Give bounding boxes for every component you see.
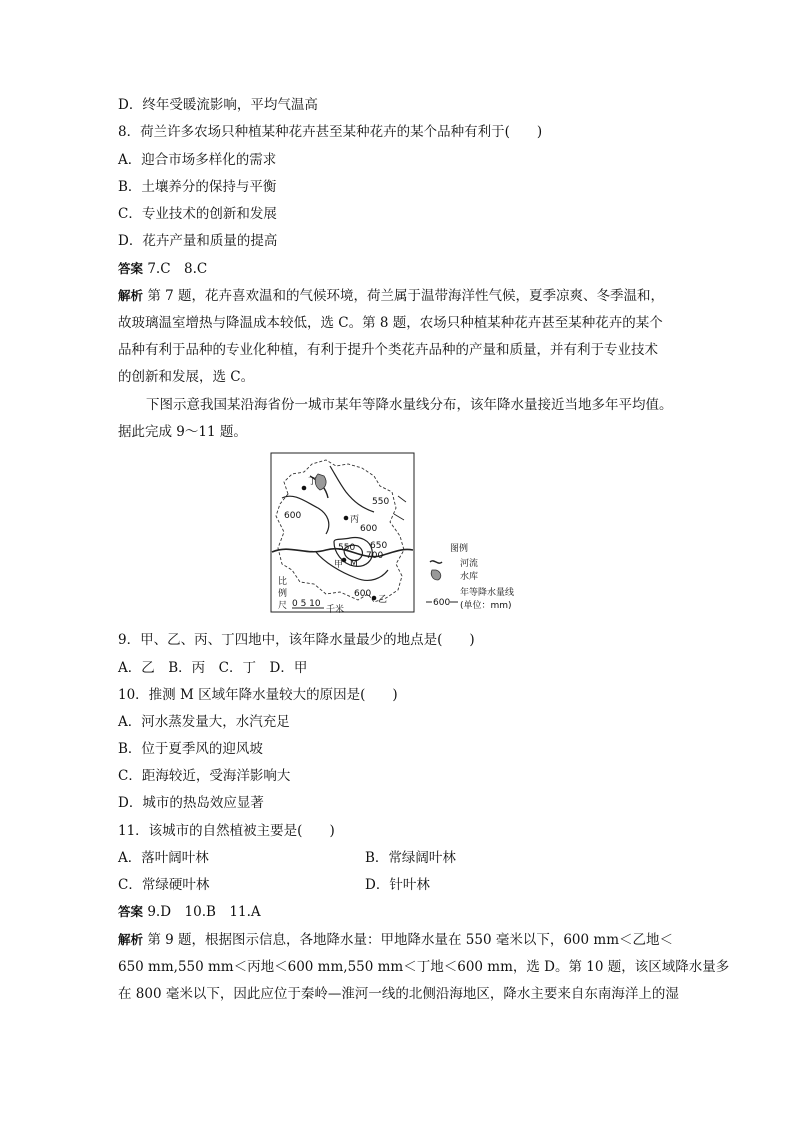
scale-unit: 千米 (326, 605, 345, 615)
option-11c: C．常绿硬叶林 (118, 877, 210, 893)
legend-unit: (单位：mm) (460, 601, 512, 611)
legend-reservoir: 水库 (460, 572, 479, 582)
map-frame (271, 453, 414, 612)
isoline-550-north (330, 466, 374, 512)
explanation-text: 第 9 题，根据图示信息，各地降水量：甲地降水量在 550 毫米以下，600 mm＜乙地＜ (147, 932, 673, 948)
rainfall-map (270, 452, 520, 620)
question-9-options: A．乙 B．丙 C．丁 D．甲 (118, 660, 308, 676)
option-11a: A．落叶阔叶林 (118, 850, 209, 866)
answer-text: 7.C 8.C (147, 261, 208, 277)
city-boundary (276, 460, 404, 602)
option-10a: A．河水蒸发量大，水汽充足 (118, 714, 290, 730)
legend-river-icon (430, 561, 442, 563)
label-jia: 甲 (334, 560, 344, 570)
label-600-center: 600 (360, 524, 378, 534)
answer-line-1 (118, 259, 207, 279)
point-yi (372, 596, 377, 601)
explanation-1-line-2: 故玻璃温室增热与降温成本较低，选 C。第 8 题，农场只种植某种花卉甚至某种花卉的某个 (118, 315, 663, 331)
explanation-2-line-3: 在 800 毫米以下，因此应位于秦岭—淮河一线的北侧沿海地区，降水主要来自东南海洋上的湿 (118, 986, 679, 1002)
legend-river: 河流 (460, 559, 479, 569)
scale-numbers: 0 5 10 (292, 599, 321, 609)
scale-label-1: 比 (278, 577, 288, 587)
legend-title: 图例 (450, 544, 469, 554)
explanation-label: 解析 (118, 932, 144, 947)
explanation-text: 第 7 题，花卉喜欢温和的气候环境，荷兰属于温带海洋性气候，夏季凉爽、冬季温和， (147, 288, 664, 304)
option-10b: B．位于夏季风的迎风坡 (118, 741, 263, 757)
scale-label-3: 尺 (278, 601, 288, 611)
point-bing (344, 516, 349, 521)
label-600-west: 600 (284, 511, 302, 521)
option-10d: D．城市的热岛效应显著 (118, 795, 264, 811)
intro-line-1: 下图示意我国某沿海省份一城市某年等降水量线分布，该年降水量接近当地多年平均值。 (146, 397, 673, 413)
explanation-1-line-1 (118, 286, 664, 306)
explanation-label: 解析 (118, 288, 144, 303)
option-8a: A．迎合市场多样化的需求 (118, 152, 277, 168)
label-650: 650 (370, 541, 388, 551)
question-8: 8．荷兰许多农场只种植某种花卉甚至某种花卉的某个品种有利于( ) (118, 124, 543, 140)
option-10c: C．距海较近，受海洋影响大 (118, 768, 291, 784)
intro-line-2: 据此完成 9～11 题。 (118, 424, 247, 440)
answer-line-2 (118, 902, 261, 922)
label-ding: 丁 (308, 477, 318, 487)
question-11: 11．该城市的自然植被主要是( ) (118, 823, 335, 839)
option-8d: D．花卉产量和质量的提高 (118, 233, 278, 249)
option-8-prev-d: D．终年受暖流影响，平均气温高 (118, 97, 318, 113)
explanation-2-line-1 (118, 930, 673, 950)
explanation-2-line-2: 650 mm,550 mm＜丙地＜600 mm,550 mm＜丁地＜600 mm，选 D。第 10 题，该区域降水量多 (118, 959, 730, 975)
label-m: M (350, 559, 358, 569)
answer-text: 9.D 10.B 11.A (147, 904, 261, 920)
answer-label: 答案 (118, 904, 144, 919)
label-550-center: 550 (338, 543, 356, 553)
option-8c: C．专业技术的创新和发展 (118, 206, 277, 222)
question-9: 9．甲、乙、丙、丁四地中，该年降水量最少的地点是( ) (118, 632, 475, 648)
legend-reservoir-icon (431, 570, 441, 580)
label-600-south: 600 (354, 589, 372, 599)
option-11d: D．针叶林 (365, 877, 430, 893)
question-10: 10．推测 M 区域年降水量较大的原因是( ) (118, 687, 398, 703)
label-yi: 乙 (378, 595, 388, 605)
label-550-north: 550 (372, 497, 390, 507)
scale-label-2: 例 (278, 589, 288, 599)
label-700: 700 (366, 551, 384, 561)
legend-isoline-label: 年等降水量线 (460, 588, 515, 598)
point-ding (302, 486, 307, 491)
explanation-1-line-4: 的创新和发展，选 C。 (118, 369, 255, 385)
explanation-1-line-3: 品种有利于品种的专业化种植，有利于提升个类花卉品种的产量和质量，并有利于专业技术 (118, 342, 658, 358)
label-bing: 丙 (350, 515, 360, 525)
option-11b: B．常绿阔叶林 (365, 850, 456, 866)
legend-isoline-value: 600 (433, 598, 451, 608)
answer-label: 答案 (118, 261, 144, 276)
option-8b: B．土壤养分的保持与平衡 (118, 179, 277, 195)
